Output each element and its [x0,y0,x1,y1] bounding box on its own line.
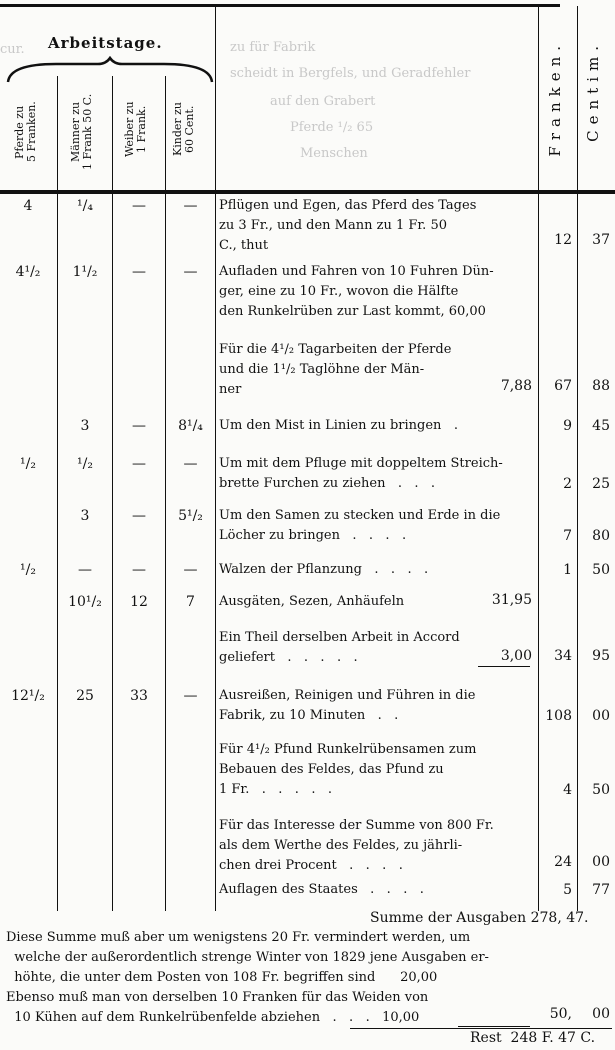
cell-weiber: 33 [130,688,148,704]
row-description: Für die 4¹/₂ Tagarbeiten der Pferde und die 1¹/₂ Taglöhne der Män- ner [219,342,452,397]
row-description: Für 4¹/₂ Pfund Runkelrübensamen zum Bebauen des Feldes, das Pfund zu 1 Fr. . . . . . [219,742,477,797]
cell-pferde: ¹/₂ [20,456,36,472]
bleed-through-text: Pferde ¹/₂ 65 [290,120,374,135]
col-divider [57,76,58,911]
row-description: Ausreißen, Reinigen und Führen in die Fabrik, zu 10 Minuten . . [219,688,476,723]
row-description: Für das Interesse der Summe von 800 Fr. als dem Werthe des Feldes, zu jährli- chen drei Procent . . . . [219,818,494,873]
amount-centim: 25 [592,476,610,492]
cell-weiber: — [132,198,146,214]
cell-kinder: — [183,562,198,578]
sub-amount: 3,00 [500,648,532,664]
col-divider [538,6,539,911]
amount-franken: 34 [554,648,572,664]
row-description: Pflügen und Egen, das Pferd des Tages zu 3 Fr., und den Mann zu 1 Fr. 50 C., thut [219,198,477,253]
amount-centim: 45 [592,418,610,434]
bleed-through-text: auf den Grabert [270,94,376,109]
col-header-pferde: Pferde zu 5 Franken. [13,101,38,163]
footnote-line: welche der außerordentlich strenge Winter von 1829 jene Ausgaben er- [6,950,489,965]
header-bottom-rule [0,190,615,194]
col-divider [165,76,166,911]
amount-centim: 95 [592,648,610,664]
header-brace [6,56,214,84]
amount-franken: 5 [563,882,572,898]
cell-weiber: — [132,456,146,472]
row-description: Um den Samen zu stecken und Erde in die Löcher zu bringen . . . . [219,508,501,543]
cell-maenner: 25 [76,688,94,704]
cell-maenner: — [78,562,92,578]
cell-kinder: — [183,264,198,280]
bleed-through-text: zu für Fabrik [230,40,316,55]
cell-weiber: 12 [130,594,148,610]
rest-total: Rest 248 F. 47 C. [470,1030,596,1046]
cell-kinder: 8¹/₄ [178,418,203,434]
amount-centim: 00 [592,854,610,870]
bleed-through-text: scheidt in Bergfels, und Geradfehler [230,66,471,81]
amount-franken: 7 [563,528,572,544]
abzug-total-ct: 00 [592,1006,610,1022]
amount-franken: 2 [563,476,572,492]
col-header-maenner: Männer zu 1 Frank 50 C. [69,93,94,171]
cell-kinder: — [183,688,198,704]
cell-maenner: 10¹/₂ [68,594,102,610]
cell-pferde: 12¹/₂ [11,688,45,704]
summe-der-ausgaben: Summe der Ausgaben 278, 47. [370,910,589,926]
col-divider [577,6,578,911]
amount-centim: 77 [592,882,610,898]
amount-franken: 1 [563,562,572,578]
cell-maenner: 3 [80,508,90,524]
sub-amount: 31,95 [491,592,532,608]
cell-pferde: 4¹/₂ [15,264,41,280]
cell-kinder: — [183,456,198,472]
row-description: Um den Mist in Linien zu bringen . [219,418,458,433]
footnote-line: Diese Summe muß aber um wenigstens 20 Fr. vermindert werden, um [6,930,471,945]
row-description: Ausgäten, Sezen, Anhäufeln [219,594,405,609]
cell-maenner: 3 [80,418,90,434]
amount-franken: 12 [554,232,572,248]
row-description: Aufladen und Fahren von 10 Fuhren Dün- ger, eine zu 10 Fr., wovon die Hälfte den Runkelrüben zur Last kommt, 60,00 [219,264,494,319]
footnote-line: Ebenso muß man von derselben 10 Franken für das Weiden von [6,990,429,1005]
amount-franken: 24 [554,854,572,870]
cell-kinder: 5¹/₂ [178,508,203,524]
sub-amount: 7,88 [500,378,532,394]
abzug-total: 50, [549,1006,572,1022]
col-header-weiber: Weiber zu 1 Frank. [123,101,148,157]
bleed-through-text: Menschen [300,146,368,161]
cell-weiber: — [132,264,146,280]
amount-centim: 50 [592,782,610,798]
cell-pferde: ¹/₂ [20,562,36,578]
row-description: Um mit dem Pfluge mit doppeltem Streich- brette Furchen zu ziehen . . . [219,456,503,491]
col-divider [215,6,216,911]
amount-franken: 67 [554,378,572,394]
cell-kinder: 7 [186,594,195,610]
footnote-line: 10 Kühen auf dem Runkelrübenfelde abziehen . . . 10,00 [6,1010,420,1025]
amount-centim: 37 [592,232,610,248]
top-rule [0,4,560,7]
cell-maenner: ¹/₂ [77,456,93,472]
footnote-line: höhte, die unter dem Posten von 108 Fr. begriffen sind 20,00 [6,970,438,985]
cell-weiber: — [132,562,146,578]
arbeitstage-heading: Arbeitstage. [48,34,163,52]
col-header-franken: Franken. [546,40,564,157]
amount-centim: 88 [592,378,610,394]
cell-maenner: 1¹/₂ [72,264,98,280]
cell-weiber: — [132,418,146,434]
amount-franken: 4 [563,782,572,798]
amount-franken: 9 [563,418,572,434]
amount-centim: 80 [592,528,610,544]
col-divider [112,76,113,911]
row-description: Walzen der Pflanzung . . . . [219,562,429,577]
amount-franken: 108 [545,708,572,724]
cell-weiber: — [132,508,146,524]
row-description: Ein Theil derselben Arbeit in Accord geliefert . . . . . [219,630,460,665]
col-header-kinder: Kinder zu 60 Cent. [171,102,196,157]
amount-centim: 50 [592,562,610,578]
amount-centim: 00 [592,708,610,724]
col-header-centim: Centim. [584,40,602,142]
footnote-underline [458,1026,530,1027]
cell-maenner: ¹/₄ [77,198,93,214]
bleed-through-text: cur. [0,42,25,57]
cell-kinder: — [183,198,198,214]
subtotal-underline [478,666,530,667]
row-description: Auflagen des Staates . . . . [219,882,424,897]
cell-pferde: 4 [23,198,33,214]
